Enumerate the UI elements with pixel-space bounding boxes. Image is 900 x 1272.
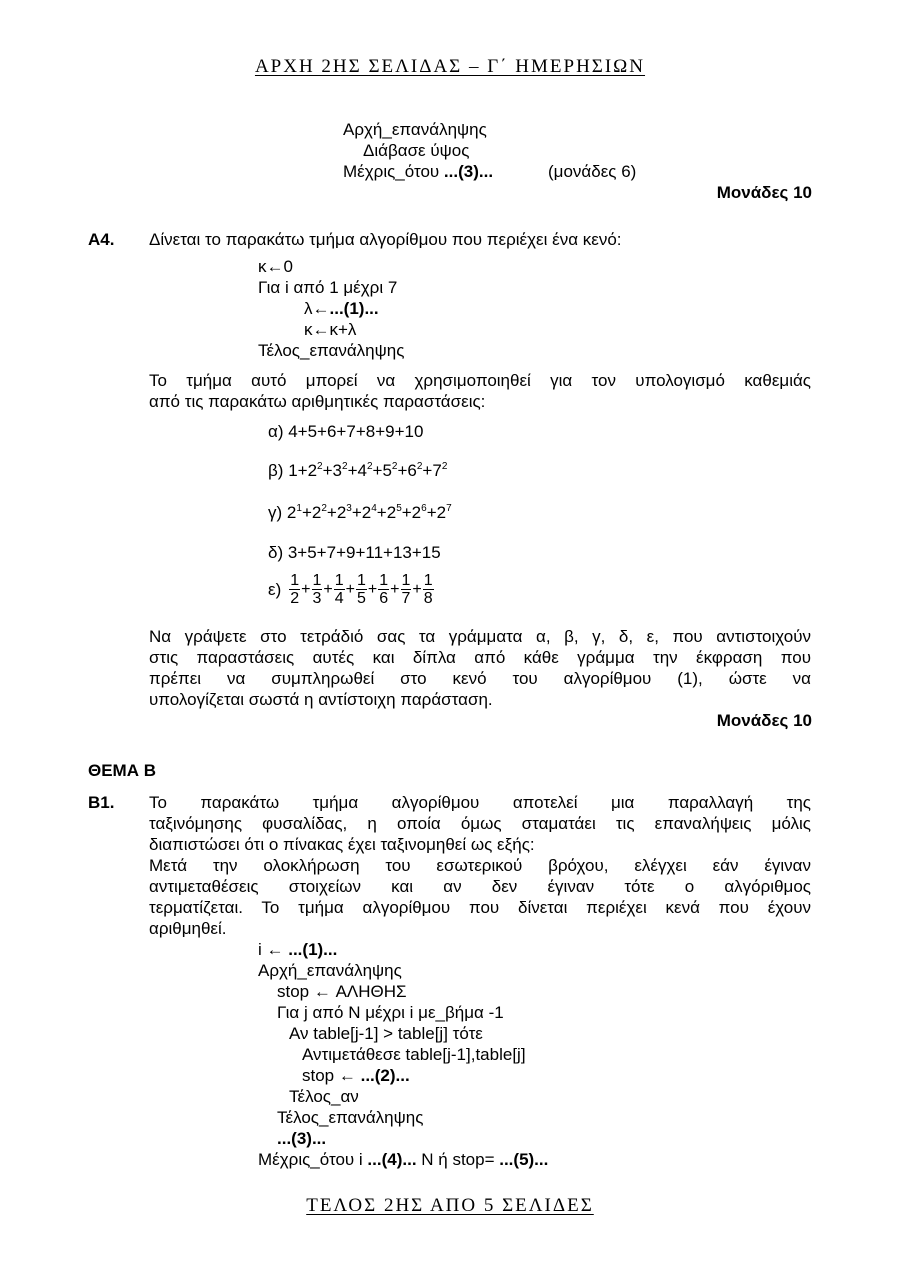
plus-sign: +	[301, 580, 311, 598]
fraction	[312, 572, 323, 607]
expression-b	[268, 460, 447, 481]
b1-code-l7-text: stop ←	[302, 1066, 361, 1085]
expression-c-term-base: +2	[326, 503, 347, 522]
plus-sign: +	[367, 580, 378, 598]
a4-code-l4: κ←κ+λ	[304, 320, 357, 339]
fraction	[378, 572, 389, 607]
b1-code-l7	[302, 1065, 410, 1086]
a4-code-l3	[304, 298, 379, 319]
b1-line5: αντιμεταθέσεις στοιχείων και αν δεν έγιναν τότε ο αλγόριθμος	[149, 877, 811, 896]
expression-a: α) 4+5+6+7+8+9+10	[268, 422, 424, 441]
b1-line2: ταξινόμησης φυσαλίδας, η οποία όμως σταματάει τις επαναλήψεις μόλις	[149, 814, 811, 833]
fraction-denominator: 3	[312, 590, 322, 607]
page-footer: ΤΕΛΟΣ 2ΗΣ ΑΠΟ 5 ΣΕΛΙΔΕΣ	[306, 1195, 594, 1216]
b1-code-l11	[258, 1149, 548, 1170]
expression-b-term-exponent: 2	[366, 461, 373, 472]
expression-e	[268, 572, 434, 607]
expression-b-term-base: +2	[297, 461, 318, 480]
expression-c-terms	[287, 503, 452, 522]
fraction	[356, 572, 367, 607]
b1-line3: διαπιστώσει ότι ο πίνακας έχει ταξινομηθεί ως εξής:	[149, 835, 535, 854]
expression-c-term-exponent: 1	[296, 503, 302, 514]
b1-code-l5: Αν table[j-1] > table[j] τότε	[289, 1024, 483, 1043]
expression-c-term-exponent: 5	[396, 503, 402, 514]
expression-b-term-base: 1	[288, 461, 298, 480]
b1-code-l1-text: i ←	[258, 940, 289, 959]
question-label-a4: Α4.	[88, 230, 115, 249]
b1-line4: Μετά την ολοκλήρωση του εσωτερικού βρόχου, ελέγχει εάν έγιναν	[149, 856, 811, 875]
fraction-denominator: 4	[334, 590, 344, 607]
fraction-numerator: 1	[312, 572, 322, 589]
expression-b-term-exponent: 2	[317, 461, 323, 472]
fraction-denominator: 8	[423, 590, 433, 607]
plus-sign: +	[390, 580, 400, 598]
blank-1: ...(1)...	[329, 299, 379, 318]
fraction-numerator: 1	[334, 572, 344, 589]
fraction-numerator: 1	[357, 572, 366, 589]
expression-b-label: β)	[268, 461, 284, 480]
expression-c-term-exponent: 2	[321, 503, 327, 514]
fraction	[289, 572, 300, 607]
a4-para2-line1: Να γράψετε στο τετράδιό σας τα γράμματα α, β, γ, δ, ε, που αντιστοιχούν	[149, 627, 811, 646]
plus-sign: +	[412, 580, 422, 598]
a4-code-l3-text: λ←	[304, 299, 330, 318]
fraction	[423, 572, 434, 607]
b1-code-l2: Αρχή_επανάληψης	[258, 961, 402, 980]
expression-c-term-base: +2	[401, 503, 422, 522]
expression-c-term-base: +2	[351, 503, 372, 522]
expression-c-term-exponent: 7	[446, 503, 452, 514]
blank-b1-4: ...(4)...	[367, 1150, 417, 1169]
b1-code-l11-a: Μέχρις_ότου i	[258, 1150, 368, 1169]
a4-intro: Δίνεται το παρακάτω τμήμα αλγορίθμου που περιέχει ένα κενό:	[149, 230, 622, 249]
b1-line7: αριθμηθεί.	[149, 919, 227, 938]
fraction-denominator: 6	[379, 590, 389, 607]
b1-code-l11-c: N ή stop=	[416, 1150, 500, 1169]
expression-c-term-base: +2	[301, 503, 322, 522]
page-header: ΑΡΧΗ 2ΗΣ ΣΕΛΙΔΑΣ – Γ΄ ΗΜΕΡΗΣΙΩΝ	[254, 56, 646, 77]
fraction-denominator: 7	[401, 590, 411, 607]
code-until-text: Μέχρις_ότου	[343, 162, 444, 181]
a4-para1-line2: από τις παρακάτω αριθμητικές παραστάσεις:	[149, 392, 486, 411]
expression-c-term-base: +2	[426, 503, 447, 522]
points-6: (μονάδες 6)	[548, 162, 637, 181]
code-line-repeat-start: Αρχή_επανάληψης	[343, 120, 487, 139]
a4-code-l1: κ←0	[258, 257, 293, 276]
points-total-1: Μονάδες 10	[716, 183, 812, 202]
a4-para2-line4: υπολογίζεται σωστά η αντίστοιχη παράσταση.	[149, 690, 493, 709]
expression-b-term-base: +4	[347, 461, 367, 480]
expression-c-term-exponent: 4	[371, 503, 377, 514]
expression-b-term-base: +3	[322, 461, 342, 480]
fraction-numerator: 1	[401, 572, 411, 589]
b1-line6: τερματίζεται. Το τμήμα αλγορίθμου που δίνεται περιέχει κενά που έχουν	[149, 898, 811, 917]
question-label-b1: Β1.	[88, 793, 115, 812]
expression-e-terms	[289, 572, 433, 607]
section-title-thema-b: ΘΕΜΑ Β	[88, 761, 156, 780]
b1-line1: Το παρακάτω τμήμα αλγορίθμου αποτελεί μια παραλλαγή της	[149, 793, 811, 812]
expression-c-label: γ)	[268, 503, 283, 522]
plus-sign: +	[323, 580, 333, 598]
expression-c-term-exponent: 3	[346, 503, 352, 514]
expression-b-term-base: +7	[422, 461, 442, 480]
expression-d: δ) 3+5+7+9+11+13+15	[268, 543, 441, 562]
expression-b-term-exponent: 2	[441, 461, 448, 472]
fraction-numerator: 1	[423, 572, 433, 589]
expression-b-term-exponent: 2	[342, 461, 348, 472]
blank-b1-3: ...(3)...	[277, 1129, 327, 1148]
a4-para2-line3: πρέπει να συμπληρωθεί στο κενό του αλγορίθμου (1), ώστε να	[149, 669, 811, 688]
expression-c	[268, 502, 452, 523]
b1-code-l6: Αντιμετάθεσε table[j-1],table[j]	[302, 1045, 526, 1064]
blank-3: ...(3)...	[443, 162, 494, 181]
b1-code-l1	[258, 939, 337, 960]
expression-c-term-base: +2	[376, 503, 397, 522]
points-total-a4: Μονάδες 10	[716, 711, 812, 730]
expression-b-term-exponent: 2	[391, 461, 398, 472]
a4-code-l5: Τέλος_επανάληψης	[258, 341, 405, 360]
blank-b1-2: ...(2)...	[360, 1066, 410, 1085]
expression-b-term-exponent: 2	[416, 461, 423, 472]
a4-para2-line2: στις παραστάσεις αυτές και δίπλα από κάθε γράμμα την έκφραση που	[149, 648, 811, 667]
b1-code-l9: Τέλος_επανάληψης	[277, 1108, 424, 1127]
fraction-numerator: 1	[290, 572, 300, 589]
expression-c-term-exponent: 6	[421, 503, 427, 514]
fraction	[334, 572, 345, 607]
code-line-until	[343, 161, 493, 182]
code-line-read-height: Διάβασε ύψος	[363, 141, 470, 160]
fraction-denominator: 5	[357, 590, 366, 607]
b1-code-l4: Για j από N μέχρι i με_βήμα -1	[277, 1003, 504, 1022]
plus-sign: +	[345, 580, 355, 598]
fraction-numerator: 1	[379, 572, 389, 589]
expression-e-label: ε)	[268, 579, 282, 599]
a4-code-l2: Για i από 1 μέχρι 7	[258, 278, 398, 297]
fraction-denominator: 2	[290, 590, 300, 607]
expression-c-term-base: 2	[286, 503, 297, 522]
blank-b1-1: ...(1)...	[288, 940, 338, 959]
expression-b-term-base: +6	[397, 461, 417, 480]
b1-code-l3: stop ← ΑΛΗΘΗΣ	[277, 982, 407, 1001]
fraction	[401, 572, 412, 607]
blank-b1-5: ...(5)...	[499, 1150, 549, 1169]
expression-b-terms	[288, 461, 447, 480]
b1-code-l8: Τέλος_αν	[289, 1087, 359, 1106]
a4-para1-line1: Το τμήμα αυτό μπορεί να χρησιμοποιηθεί για τον υπολογισμό καθεμιάς	[149, 371, 811, 390]
expression-b-term-base: +5	[372, 461, 392, 480]
